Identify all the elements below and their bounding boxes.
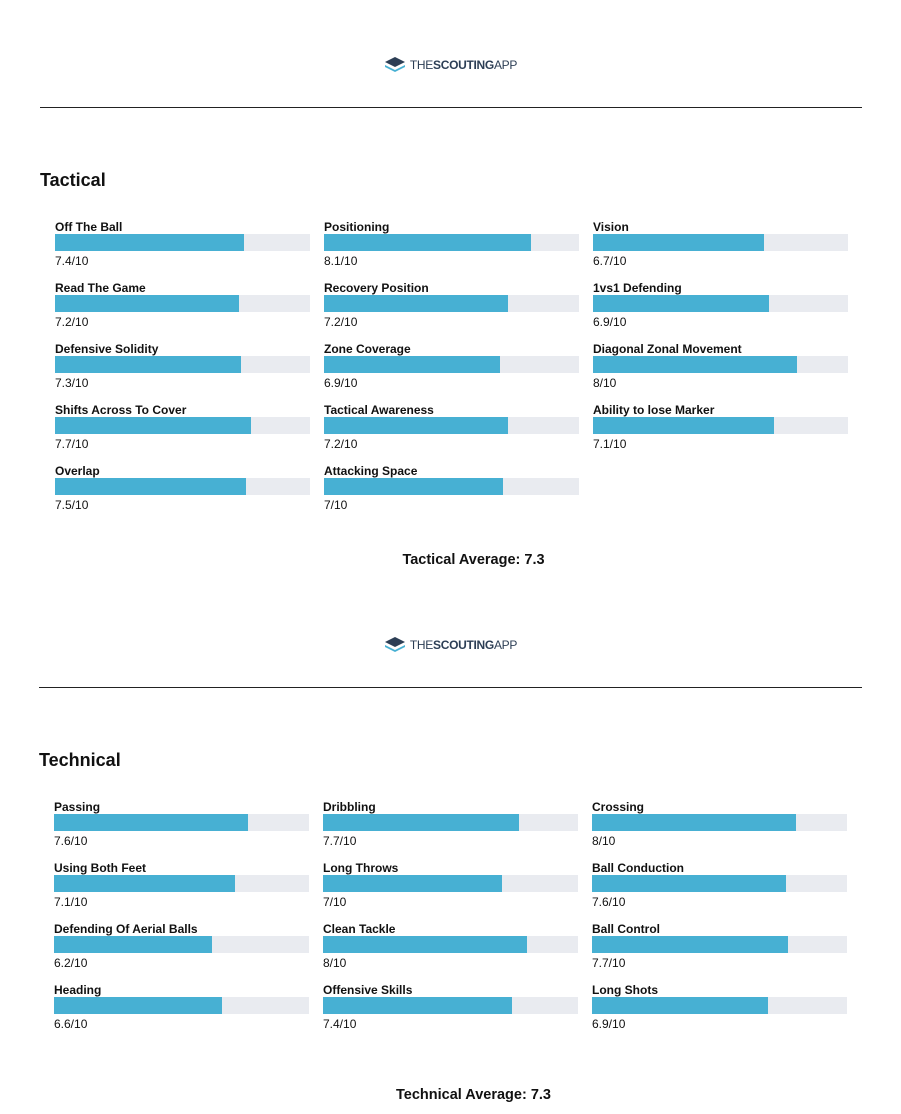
metric-score: 8.1/10 <box>324 254 358 268</box>
metric-label: Crossing <box>592 800 645 814</box>
section-title-technical: Technical <box>39 750 121 770</box>
metric-using-both-feet <box>54 861 310 911</box>
metric-offensive-skills <box>323 983 579 1033</box>
metric-label: Positioning <box>324 220 390 234</box>
rating-bar-fill <box>55 478 246 495</box>
rating-bar-fill <box>593 234 764 251</box>
rating-bar-fill <box>55 417 251 434</box>
metric-label: Heading <box>54 983 102 997</box>
metric-defending-of-aerial-balls <box>54 922 310 972</box>
metric-label: Read The Game <box>55 281 146 295</box>
metric-label: Tactical Awareness <box>324 403 434 417</box>
metric-label: Ability to lose Marker <box>593 403 715 417</box>
metric-label: Dribbling <box>323 800 376 814</box>
rating-bar-track <box>593 356 848 373</box>
metric-score: 6.2/10 <box>54 956 88 970</box>
metric-score: 7.7/10 <box>55 437 89 451</box>
metric-score: 7.2/10 <box>324 315 358 329</box>
rating-bar-track <box>324 295 579 312</box>
rating-bar-track <box>593 295 848 312</box>
rating-bar-fill <box>323 814 519 831</box>
rating-bar-fill <box>54 875 235 892</box>
metric-heading <box>54 983 310 1033</box>
metric-score: 7.5/10 <box>55 498 89 512</box>
rating-bar-track <box>593 234 848 251</box>
metric-label: Ball Control <box>592 922 660 936</box>
rating-bar-fill <box>54 997 222 1014</box>
metric-tactical-awareness <box>324 403 580 453</box>
rating-bar-fill <box>592 997 768 1014</box>
metric-label: Offensive Skills <box>323 983 413 997</box>
rating-bar-fill <box>592 875 786 892</box>
rating-bar-track <box>54 814 309 831</box>
metric-label: Passing <box>54 800 101 814</box>
rating-bar-track <box>593 417 848 434</box>
rating-bar-fill <box>324 417 508 434</box>
brand-logo <box>0 54 901 76</box>
metric-label: Defensive Solidity <box>55 342 159 356</box>
rating-bar-track <box>592 814 847 831</box>
rating-bar-track <box>54 936 309 953</box>
metric-label: Diagonal Zonal Movement <box>593 342 742 356</box>
metric-read-the-game <box>55 281 311 331</box>
section-title-tactical: Tactical <box>40 170 106 190</box>
rating-bar-track <box>55 356 310 373</box>
metric-shifts-across-to-cover <box>55 403 311 453</box>
metric-score: 8/10 <box>593 376 617 390</box>
metric-ball-control <box>592 922 848 972</box>
metric-score: 6.7/10 <box>593 254 627 268</box>
rating-bar-fill <box>323 875 502 892</box>
rating-bar-fill <box>593 356 797 373</box>
metric-positioning <box>324 220 580 270</box>
rating-bar-fill <box>55 356 241 373</box>
metric-score: 7.2/10 <box>55 315 89 329</box>
metric-diagonal-zonal-movement <box>593 342 849 392</box>
metric-label: Using Both Feet <box>54 861 146 875</box>
logo-wordmark: THESCOUTINGAPP <box>409 58 518 72</box>
rating-bar-fill <box>324 478 503 495</box>
metric-score: 7.7/10 <box>323 834 357 848</box>
metric-score: 7.3/10 <box>55 376 89 390</box>
metric-attacking-space <box>324 464 580 514</box>
metric-score: 7.7/10 <box>592 956 626 970</box>
metric-score: 7/10 <box>324 498 348 512</box>
metric-score: 7.4/10 <box>323 1017 357 1031</box>
rating-bar-fill <box>54 936 212 953</box>
metric-clean-tackle <box>323 922 579 972</box>
rating-bar-track <box>54 875 309 892</box>
metric-long-throws <box>323 861 579 911</box>
metric-label: Recovery Position <box>324 281 429 295</box>
rating-bar-track <box>592 997 847 1014</box>
metric-ability-to-lose-marker <box>593 403 849 453</box>
metric-score: 7.2/10 <box>324 437 358 451</box>
metric-overlap <box>55 464 311 514</box>
metric-long-shots <box>592 983 848 1033</box>
rating-bar-fill <box>323 936 527 953</box>
metric-label: Attacking Space <box>324 464 418 478</box>
rating-bar-track <box>55 234 310 251</box>
rating-bar-fill <box>324 295 508 312</box>
logo-wordmark: THESCOUTINGAPP <box>409 638 518 652</box>
metric-zone-coverage <box>324 342 580 392</box>
brand-logo <box>0 634 901 656</box>
rating-bar-track <box>324 417 579 434</box>
rating-bar-fill <box>592 936 788 953</box>
metric-ball-conduction <box>592 861 848 911</box>
metric-crossing <box>592 800 848 850</box>
metric-score: 7.1/10 <box>54 895 88 909</box>
metric-1vs1-defending <box>593 281 849 331</box>
metric-label: Shifts Across To Cover <box>55 403 187 417</box>
metric-label: 1vs1 Defending <box>593 281 682 295</box>
logo-icon <box>384 636 406 654</box>
rating-bar-track <box>324 234 579 251</box>
metric-label: Ball Conduction <box>592 861 684 875</box>
metric-dribbling <box>323 800 579 850</box>
metric-score: 7.6/10 <box>592 895 626 909</box>
rating-bar-fill <box>55 295 239 312</box>
metric-label: Long Shots <box>592 983 658 997</box>
rating-bar-track <box>324 356 579 373</box>
rating-bar-track <box>592 936 847 953</box>
metric-label: Zone Coverage <box>324 342 411 356</box>
metric-score: 8/10 <box>323 956 347 970</box>
rating-bar-track <box>54 997 309 1014</box>
metric-score: 7/10 <box>323 895 347 909</box>
rating-bar-track <box>323 936 578 953</box>
logo-icon <box>384 56 406 74</box>
metric-off-the-ball <box>55 220 311 270</box>
rating-bar-track <box>55 478 310 495</box>
metric-score: 6.9/10 <box>324 376 358 390</box>
rating-bar-fill <box>592 814 796 831</box>
metric-label: Vision <box>593 220 629 234</box>
rating-bar-fill <box>324 356 500 373</box>
rating-bar-fill <box>593 295 769 312</box>
rating-bar-track <box>324 478 579 495</box>
metric-label: Defending Of Aerial Balls <box>54 922 198 936</box>
metric-vision <box>593 220 849 270</box>
rating-bar-track <box>55 417 310 434</box>
technical-average: Technical Average: 7.3 <box>395 1087 551 1103</box>
rating-bar-track <box>592 875 847 892</box>
metric-score: 6.9/10 <box>592 1017 626 1031</box>
rating-bar-track <box>323 875 578 892</box>
metric-label: Off The Ball <box>55 220 123 234</box>
tactical-average: Tactical Average: 7.3 <box>402 552 545 568</box>
divider <box>40 107 862 108</box>
metric-score: 7.4/10 <box>55 254 89 268</box>
rating-bar-track <box>323 997 578 1014</box>
metric-score: 7.1/10 <box>593 437 627 451</box>
rating-bar-fill <box>324 234 531 251</box>
metric-score: 7.6/10 <box>54 834 88 848</box>
metric-recovery-position <box>324 281 580 331</box>
metric-defensive-solidity <box>55 342 311 392</box>
metric-passing <box>54 800 310 850</box>
rating-bar-fill <box>55 234 244 251</box>
metric-label: Clean Tackle <box>323 922 396 936</box>
divider <box>39 687 862 688</box>
metric-score: 6.6/10 <box>54 1017 88 1031</box>
metric-score: 6.9/10 <box>593 315 627 329</box>
rating-bar-fill <box>323 997 512 1014</box>
rating-bar-fill <box>593 417 774 434</box>
metric-score: 8/10 <box>592 834 616 848</box>
metric-label: Long Throws <box>323 861 399 875</box>
rating-bar-track <box>55 295 310 312</box>
rating-bar-track <box>323 814 578 831</box>
metric-label: Overlap <box>55 464 100 478</box>
rating-bar-fill <box>54 814 248 831</box>
